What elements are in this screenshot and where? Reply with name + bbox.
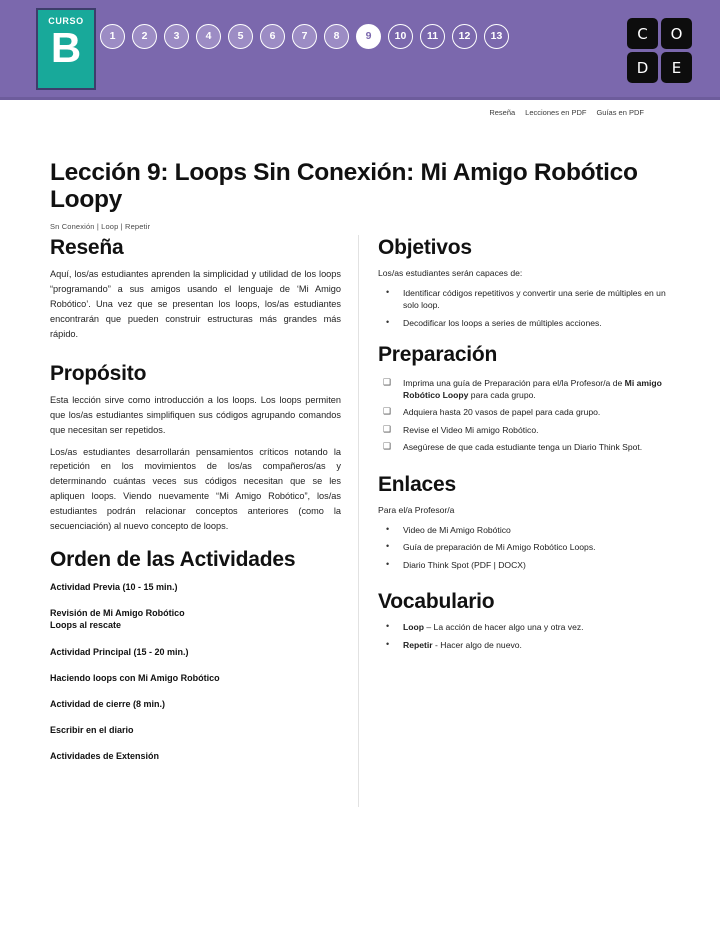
heading-proposito: Propósito (50, 361, 147, 385)
top-links[interactable] (489, 108, 644, 117)
course-badge-label: CURSO (48, 16, 84, 26)
lesson-dot-9[interactable]: 9 (356, 24, 381, 49)
activity-item: Actividad Previa (10 - 15 min.) (50, 582, 178, 593)
link-lecciones-pdf[interactable]: Lecciones en PDF (525, 108, 587, 117)
objetivo-item: • Identificar códigos repetitivos y convertir una serie de múltiples en un solo loop. (378, 287, 678, 312)
vocabulario-item: • Loop – La acción de hacer algo una y otra vez. (378, 621, 678, 633)
lesson-dot-2[interactable]: 2 (132, 24, 157, 49)
vocabulario-list (378, 621, 678, 651)
preparacion-item[interactable]: ❑ Adquiera hasta 20 vasos de papel para cada grupo. (378, 406, 678, 418)
preparacion-item[interactable]: ❑ Imprima una guía de Preparación para el/la Profesor/a de Mi amigo Robótico Loopy para cada grupo. (378, 377, 678, 402)
activity-item: Actividad Principal (15 - 20 min.) (50, 646, 189, 657)
lesson-dot-1[interactable]: 1 (100, 24, 125, 49)
lesson-dot-3[interactable]: 3 (164, 24, 189, 49)
enlaces-lead: Para el/a Profesor/a (378, 504, 455, 515)
link-guias-pdf[interactable]: Guías en PDF (596, 108, 644, 117)
objetivos-lead: Los/as estudiantes serán capaces de: (378, 268, 523, 279)
lesson-dot-13[interactable]: 13 (484, 24, 509, 49)
lesson-nav[interactable] (100, 24, 509, 49)
preparacion-item[interactable]: ❑ Asegúrese de que cada estudiante tenga un Diario Think Spot. (378, 441, 678, 453)
lesson-dot-11[interactable]: 11 (420, 24, 445, 49)
lesson-dot-6[interactable]: 6 (260, 24, 285, 49)
page-subtitle: Sn Conexión | Loop | Repetir (50, 221, 151, 231)
vocabulario-term: Loop (403, 622, 424, 633)
logo-letter-e: E (661, 52, 692, 83)
resena-paragraph: Aquí, los/as estudiantes aprenden la simplicidad y utilidad de los loops “programando” a sus amigos usando el lenguaje de ‘Mi Amigo Robótico’. Una vez que se presentan los loops, los/as estudiantes encontrarán que pueden construir estructuras más grandes más rápido. (50, 269, 341, 339)
enlace-link[interactable]: • Video de Mi Amigo Robótico (378, 524, 678, 536)
lesson-dot-7[interactable]: 7 (292, 24, 317, 49)
column-divider (358, 235, 359, 807)
objetivo-item: • Decodificar los loops a series de múltiples acciones. (378, 317, 678, 329)
heading-vocabulario: Vocabulario (378, 590, 495, 614)
heading-resena: Reseña (50, 236, 124, 259)
title-block (50, 160, 690, 231)
page-title: Lección 9: Loops Sin Conexión: Mi Amigo Robótico Loopy (50, 159, 638, 213)
activity-item: Actividad de cierre (8 min.) (50, 698, 166, 709)
heading-orden-actividades: Orden de las Actividades (50, 547, 296, 571)
enlace-link[interactable]: • Diario Think Spot (PDF | DOCX) (378, 559, 678, 571)
lesson-dot-5[interactable]: 5 (228, 24, 253, 49)
lesson-dot-10[interactable]: 10 (388, 24, 413, 49)
heading-objetivos: Objetivos (378, 236, 472, 259)
link-resena[interactable]: Reseña (489, 108, 516, 117)
lesson-dot-12[interactable]: 12 (452, 24, 477, 49)
proposito-paragraph-2: Los/as estudiantes desarrollarán pensamientos críticos notando la repetición en los movimientos de los/as compañeros/as y determinando cuántas veces sus códigos necesitan que se les apliquen loops. Viendo nuevamente “Mi Amigo Robótico”, los/as estudiantes podrán relacionar conceptos anteriores (como la secuenciación) al nuevo concepto de loops. (50, 446, 341, 532)
activity-list (50, 581, 341, 762)
vocabulario-term: Repetir (403, 639, 433, 650)
left-column (50, 236, 341, 776)
lesson-dot-4[interactable]: 4 (196, 24, 221, 49)
logo-letter-c: C (627, 18, 658, 49)
preparacion-item-bold: Mi amigo Robótico Loopy (403, 377, 662, 400)
activity-item: Revisión de Mi Amigo Robótico Loops al rescate (50, 608, 185, 631)
activity-item: Haciendo loops con Mi Amigo Robótico (50, 672, 220, 683)
preparacion-item[interactable]: ❑ Revise el Video Mi amigo Robótico. (378, 424, 678, 436)
heading-preparacion: Preparación (378, 343, 498, 367)
right-column (378, 236, 678, 656)
proposito-paragraph-1: Esta lección sirve como introducción a los loops. Los loops permiten que los/as estudiantes simplifiquen sus códigos agrupando comandos que necesitan ser repetidos. (50, 394, 341, 435)
objetivos-list (378, 287, 678, 329)
enlaces-list[interactable] (378, 524, 678, 571)
activity-item: Escribir en el diario (50, 724, 134, 735)
enlace-link[interactable]: • Guía de preparación de Mi Amigo Robótico Loops. (378, 541, 678, 553)
logo-letter-d: D (627, 52, 658, 83)
preparacion-list[interactable] (378, 377, 678, 454)
code-logo[interactable] (627, 18, 692, 83)
activity-item: Actividades de Extensión (50, 751, 160, 762)
vocabulario-item: • Repetir - Hacer algo de nuevo. (378, 639, 678, 651)
lesson-dot-8[interactable]: 8 (324, 24, 349, 49)
course-badge-letter: B (50, 24, 82, 71)
page-header (0, 0, 720, 100)
logo-letter-o: O (661, 18, 692, 49)
heading-enlaces: Enlaces (378, 472, 456, 496)
course-badge[interactable] (36, 8, 96, 90)
